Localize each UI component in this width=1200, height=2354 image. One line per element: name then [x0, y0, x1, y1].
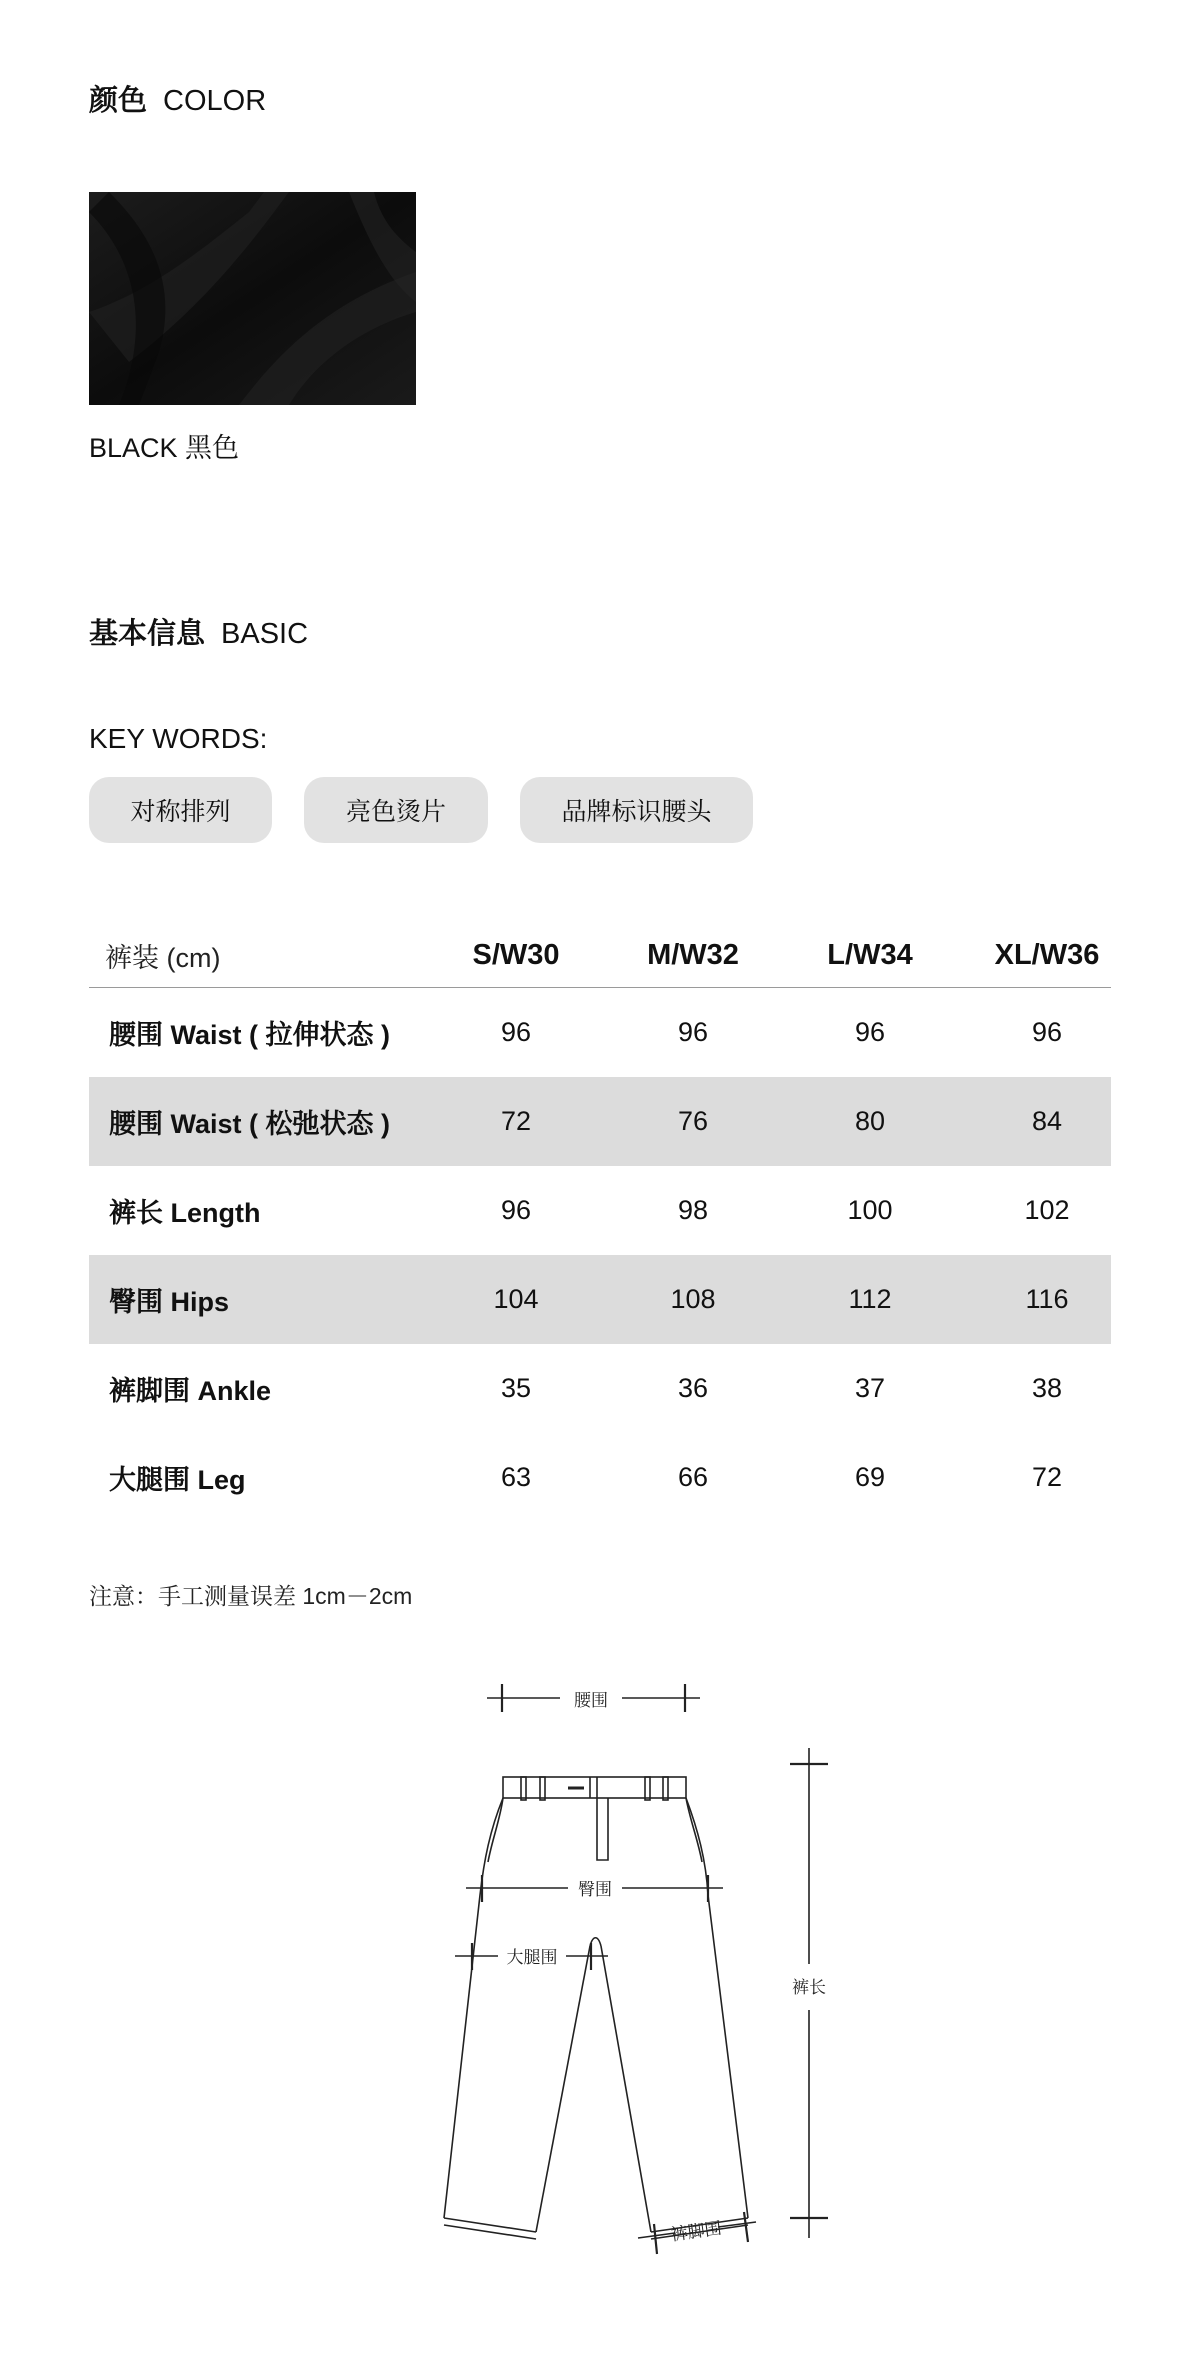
row-label: 裤脚围 Ankle	[109, 1376, 272, 1406]
table-row	[89, 1433, 1111, 1522]
table-cell: 72	[500, 1106, 532, 1136]
table-cell: 96	[500, 1195, 532, 1225]
size-table	[89, 924, 1111, 1522]
color-section-title	[89, 78, 266, 119]
table-row	[89, 1166, 1111, 1255]
waist-label: 腰围	[574, 1691, 608, 1710]
row-label: 大腿围 Leg	[109, 1465, 246, 1495]
row-label: 裤长 Length	[109, 1198, 261, 1228]
table-row	[89, 1255, 1111, 1344]
table-row	[89, 1077, 1111, 1166]
table-cell: 36	[677, 1373, 709, 1403]
table-cell: 108	[670, 1284, 716, 1314]
keyword-chip: 品牌标识腰头	[520, 777, 753, 843]
table-cell: 63	[500, 1462, 532, 1492]
ankle-measure	[638, 2212, 756, 2254]
length-label: 裤长	[792, 1978, 826, 1997]
table-cell: 98	[677, 1195, 709, 1225]
measurement-note: 注意：手工测量误差 1cm－2cm	[89, 1583, 413, 1609]
row-label: 腰围 Waist ( 拉伸状态 )	[109, 1020, 390, 1050]
table-cell: 66	[677, 1462, 709, 1492]
table-cell: 72	[1031, 1462, 1063, 1492]
row-label: 臀围 Hips	[109, 1287, 230, 1317]
table-cell: 96	[854, 1017, 886, 1047]
basic-title-cn: 基本信息	[89, 618, 206, 650]
row-label: 腰围 Waist ( 松弛状态 )	[109, 1109, 390, 1139]
size-header: L/W34	[827, 939, 913, 971]
keywords-label: KEY WORDS:	[89, 723, 268, 754]
black-color-swatch[interactable]	[89, 192, 416, 405]
basic-title-en: BASIC	[221, 618, 309, 650]
hips-measure	[466, 1875, 723, 1902]
color-title-cn: 颜色	[89, 85, 148, 117]
table-cell: 96	[677, 1017, 709, 1047]
basic-section-title	[89, 611, 308, 652]
color-title-en: COLOR	[163, 85, 267, 117]
swatch-label: BLACK 黑色	[89, 433, 240, 463]
hips-label: 臀围	[578, 1880, 612, 1899]
keyword-chip: 对称排列	[89, 777, 272, 843]
table-cell: 104	[493, 1284, 539, 1314]
size-header: XL/W36	[994, 939, 1100, 971]
pants-outline	[444, 1777, 748, 2239]
table-header	[89, 924, 1111, 988]
table-cell: 35	[500, 1373, 532, 1403]
table-cell: 96	[1031, 1017, 1063, 1047]
table-cell: 84	[1031, 1106, 1063, 1136]
table-cell: 69	[854, 1462, 886, 1492]
pants-measurement-diagram	[0, 1660, 1200, 2280]
size-header: S/W30	[472, 939, 560, 971]
table-cell: 38	[1031, 1373, 1063, 1403]
length-measure	[790, 1748, 828, 2238]
table-row	[89, 988, 1111, 1077]
ankle-label: 裤脚围	[669, 2218, 723, 2245]
table-cell: 112	[848, 1284, 892, 1314]
table-cell: 80	[854, 1106, 886, 1136]
table-cell: 102	[1024, 1195, 1070, 1225]
thigh-label: 大腿围	[506, 1948, 558, 1967]
table-header-label: 裤装 (cm)	[105, 943, 221, 973]
fabric-texture-image	[89, 192, 416, 405]
table-cell: 100	[847, 1195, 893, 1225]
table-cell: 116	[1025, 1284, 1069, 1314]
waist-measure	[487, 1684, 700, 1712]
table-cell: 37	[854, 1373, 886, 1403]
keyword-chip: 亮色烫片	[304, 777, 488, 843]
table-row	[89, 1344, 1111, 1433]
thigh-measure	[455, 1943, 608, 1970]
table-cell: 96	[500, 1017, 532, 1047]
size-header: M/W32	[647, 939, 739, 971]
table-cell: 76	[677, 1106, 709, 1136]
